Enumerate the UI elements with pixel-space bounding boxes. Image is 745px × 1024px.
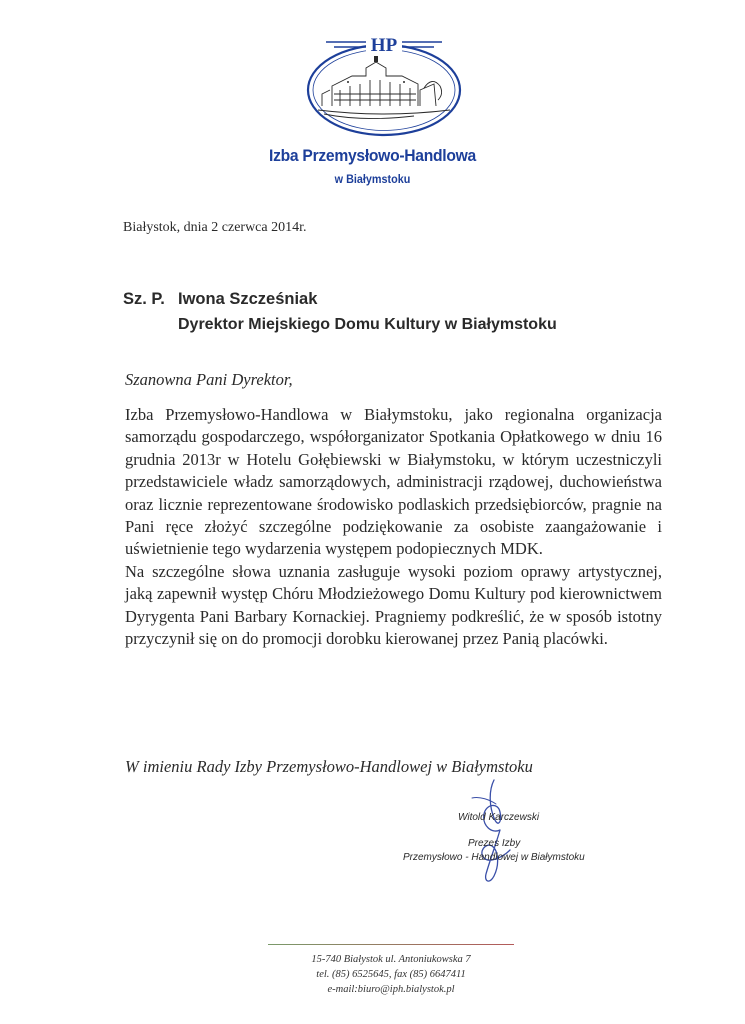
date-line: Białystok, dnia 2 czerwca 2014r. [123, 220, 307, 235]
signer-name: Witold Karczewski [458, 812, 540, 823]
footer-email: e-mail:biuro@iph.bialystok.pl [327, 984, 455, 995]
handwritten-signature [450, 774, 550, 890]
organization-city: w Białymstoku [334, 172, 411, 186]
greeting: Szanowna Pani Dyrektor, [125, 370, 293, 389]
recipient-salutation: Sz. P. [123, 290, 165, 308]
footer-divider [268, 944, 514, 945]
recipient-title: Dyrektor Miejskiego Domu Kultury w Białymstoku [178, 316, 557, 333]
closing-line: W imieniu Rady Izby Przemysłowo-Handlowej w Białymstoku [125, 757, 533, 776]
body-paragraph: Izba Przemysłowo-Handlowa w Białymstoku, jako regionalna organizacja samorządu gospodarczego, współorganizator Spotkania Opłatkowego w dniu 16 grudnia 2013r w Hotelu Gołębiewski w Białymstoku, w którym uczestniczyli przedstawiciele władz samorządowych, administracji rządowej, duchowieństwa oraz licznie reprezentowane środowisko podlaskich przedsiębiorców, pragnie na Pani ręce złożyć szczególne podziękowanie za osobiste zaangażowanie i uświetnienie tego wydarzenia występem podopiecznych MDK. [125, 405, 662, 559]
letter-body [125, 404, 662, 650]
organization-name: Izba Przemysłowo-Handlowa [269, 146, 476, 165]
chamber-logo [304, 28, 464, 138]
recipient-name: Iwona Szcześniak [178, 290, 318, 308]
signer-position: Prezes Izby [468, 838, 521, 849]
signer-organization: Przemysłowo - Handlowej w Białymstoku [403, 852, 585, 863]
body-paragraph: Na szczególne słowa uznania zasługuje wysoki poziom oprawy artystycznej, jaką zapewnił występ Chóru Młodzieżowego Domu Kultury pod kierownictwem Dyrygenta Pani Barbary Kornackiej. Pragniemy podkreślić, że w sposób istotny przyczynił się on do promocji dorobku kierowanej przez Panią placówki. [125, 561, 662, 649]
footer-address: 15-740 Białystok ul. Antoniukowska 7 [311, 954, 471, 965]
logo-monogram: HP [370, 35, 398, 56]
footer-phone: tel. (85) 6525645, fax (85) 6647411 [316, 969, 466, 980]
